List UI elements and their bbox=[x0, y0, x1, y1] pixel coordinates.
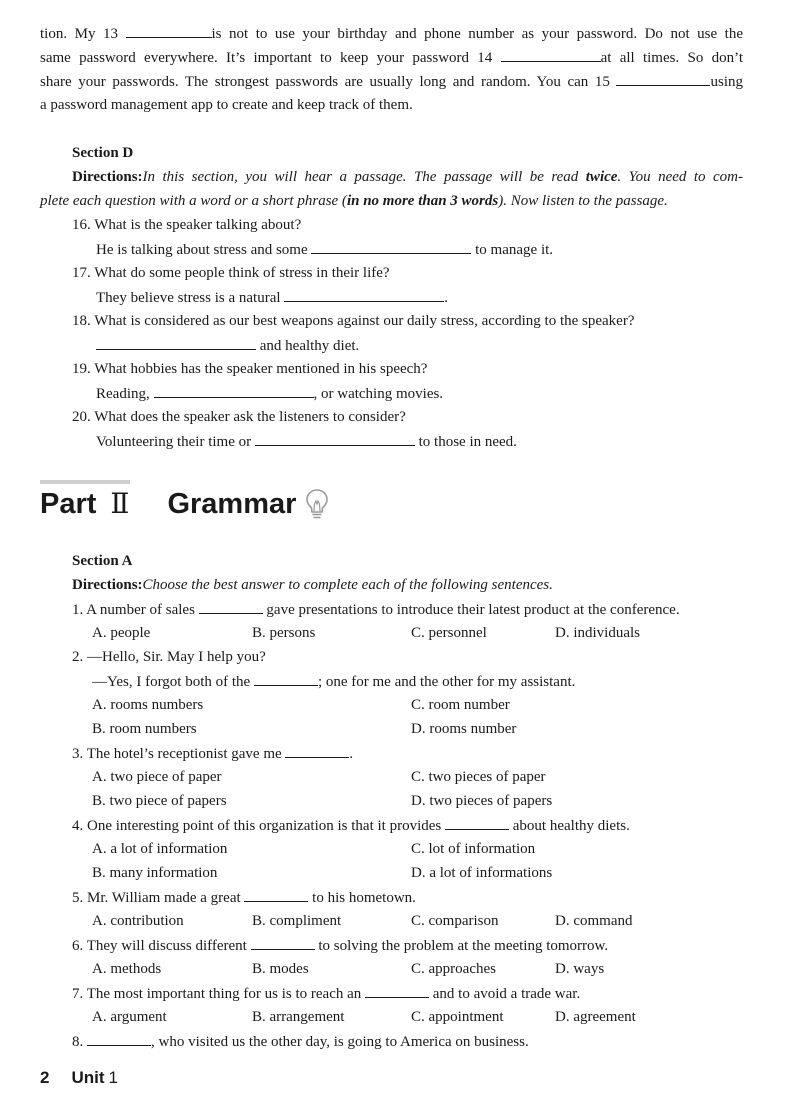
option[interactable]: A. two piece of paper bbox=[92, 769, 222, 785]
question-6: 6. They will discuss different to solving the problem at the meeting tomorrow. bbox=[72, 935, 608, 956]
question-17: 17. What do some people think of stress in their life? bbox=[72, 265, 390, 281]
question-2: 2. —Hello, Sir. May I help you? bbox=[72, 649, 266, 665]
question-2-reply: —Yes, I forgot both of the ; one for me and the other for my assistant. bbox=[92, 671, 575, 692]
option[interactable]: A. argument bbox=[92, 1009, 167, 1025]
option[interactable]: B. arrangement bbox=[252, 1009, 345, 1025]
answer-blank-18[interactable] bbox=[96, 335, 256, 350]
part-divider bbox=[40, 480, 130, 484]
option[interactable]: D. individuals bbox=[555, 625, 640, 641]
unit-number: 1 bbox=[108, 1068, 118, 1087]
question-7: 7. The most important thing for us is to reach an and to avoid a trade war. bbox=[72, 983, 580, 1004]
section-d-heading: Section D bbox=[72, 145, 134, 161]
answer-blank-q7[interactable] bbox=[365, 983, 429, 998]
unit-label: Unit bbox=[71, 1068, 105, 1087]
question-20: 20. What does the speaker ask the listeners to consider? bbox=[72, 409, 406, 425]
answer-blank-q2[interactable] bbox=[254, 671, 318, 686]
answer-line-17: They believe stress is a natural . bbox=[96, 287, 448, 308]
answer-blank-q3[interactable] bbox=[285, 743, 349, 758]
question-18: 18. What is considered as our best weapons against our daily stress, according to the speaker? bbox=[72, 313, 635, 329]
answer-line-16: He is talking about stress and some to manage it. bbox=[96, 239, 553, 260]
section-d-directions: Directions:In this section, you will hear a passage. The passage will be read twice. You need to com- bbox=[72, 169, 743, 185]
option[interactable]: A. people bbox=[92, 625, 151, 641]
page-footer bbox=[40, 1068, 118, 1088]
question-19: 19. What hobbies has the speaker mentioned in his speech? bbox=[72, 361, 428, 377]
answer-blank-q8[interactable] bbox=[87, 1031, 151, 1046]
answer-blank-13[interactable] bbox=[126, 23, 212, 38]
option[interactable]: A. contribution bbox=[92, 913, 184, 929]
answer-blank-q5[interactable] bbox=[244, 887, 308, 902]
option[interactable]: C. room number bbox=[411, 697, 510, 713]
section-a-heading: Section A bbox=[72, 553, 133, 569]
page-number: 2 bbox=[40, 1068, 50, 1087]
answer-blank-17[interactable] bbox=[284, 287, 444, 302]
option[interactable]: D. ways bbox=[555, 961, 605, 977]
answer-blank-20[interactable] bbox=[255, 431, 415, 446]
answer-blank-q6[interactable] bbox=[251, 935, 315, 950]
question-8: 8. , who visited us the other day, is going to America on business. bbox=[72, 1031, 529, 1052]
section-d-directions: plete each question with a word or a short phrase (in no more than 3 words). Now listen to the passage. bbox=[40, 193, 668, 209]
option[interactable]: B. compliment bbox=[252, 913, 342, 929]
lightbulb-icon bbox=[304, 487, 330, 521]
part-ii-title: Part Ⅱ Grammar bbox=[40, 488, 297, 520]
option[interactable]: C. comparison bbox=[411, 913, 499, 929]
answer-blank-19[interactable] bbox=[154, 383, 314, 398]
option[interactable]: A. methods bbox=[92, 961, 162, 977]
option[interactable]: C. appointment bbox=[411, 1009, 504, 1025]
question-3: 3. The hotel’s receptionist gave me . bbox=[72, 743, 353, 764]
option[interactable]: B. room numbers bbox=[92, 721, 197, 737]
option[interactable]: C. lot of information bbox=[411, 841, 536, 857]
option[interactable]: D. rooms number bbox=[411, 721, 517, 737]
option[interactable]: D. agreement bbox=[555, 1009, 636, 1025]
answer-line-19: Reading, , or watching movies. bbox=[96, 383, 443, 404]
option[interactable]: B. many information bbox=[92, 865, 218, 881]
question-1: 1. A number of sales gave presentations to introduce their latest product at the conference. bbox=[72, 599, 680, 620]
passage-line: share your passwords. The strongest passwords are usually long and random. You can 15 using bbox=[40, 71, 743, 92]
option[interactable]: C. two pieces of paper bbox=[411, 769, 546, 785]
passage-line: tion. My 13 is not to use your birthday and phone number as your password. Do not use the bbox=[40, 23, 743, 44]
option[interactable]: D. a lot of informations bbox=[411, 865, 553, 881]
option[interactable]: B. persons bbox=[252, 625, 316, 641]
answer-blank-q4[interactable] bbox=[445, 815, 509, 830]
option[interactable]: D. two pieces of papers bbox=[411, 793, 553, 809]
option[interactable]: A. a lot of information bbox=[92, 841, 228, 857]
question-4: 4. One interesting point of this organization is that it provides about healthy diets. bbox=[72, 815, 630, 836]
option[interactable]: C. personnel bbox=[411, 625, 487, 641]
option[interactable]: A. rooms numbers bbox=[92, 697, 204, 713]
answer-blank-14[interactable] bbox=[501, 47, 601, 62]
answer-blank-15[interactable] bbox=[616, 71, 710, 86]
question-5: 5. Mr. William made a great to his hometown. bbox=[72, 887, 416, 908]
answer-line-20: Volunteering their time or to those in need. bbox=[96, 431, 517, 452]
option[interactable]: B. two piece of papers bbox=[92, 793, 227, 809]
option[interactable]: B. modes bbox=[252, 961, 309, 977]
answer-blank-q1[interactable] bbox=[199, 599, 263, 614]
question-16: 16. What is the speaker talking about? bbox=[72, 217, 302, 233]
answer-line-18: and healthy diet. bbox=[96, 335, 359, 356]
passage-line: a password management app to create and keep track of them. bbox=[40, 97, 413, 113]
option[interactable]: D. command bbox=[555, 913, 633, 929]
answer-blank-16[interactable] bbox=[311, 239, 471, 254]
section-a-directions: Directions:Choose the best answer to complete each of the following sentences. bbox=[72, 577, 553, 593]
option[interactable]: C. approaches bbox=[411, 961, 496, 977]
passage-line: same password everywhere. It’s important to keep your password 14 at all times. So don’t bbox=[40, 47, 743, 68]
